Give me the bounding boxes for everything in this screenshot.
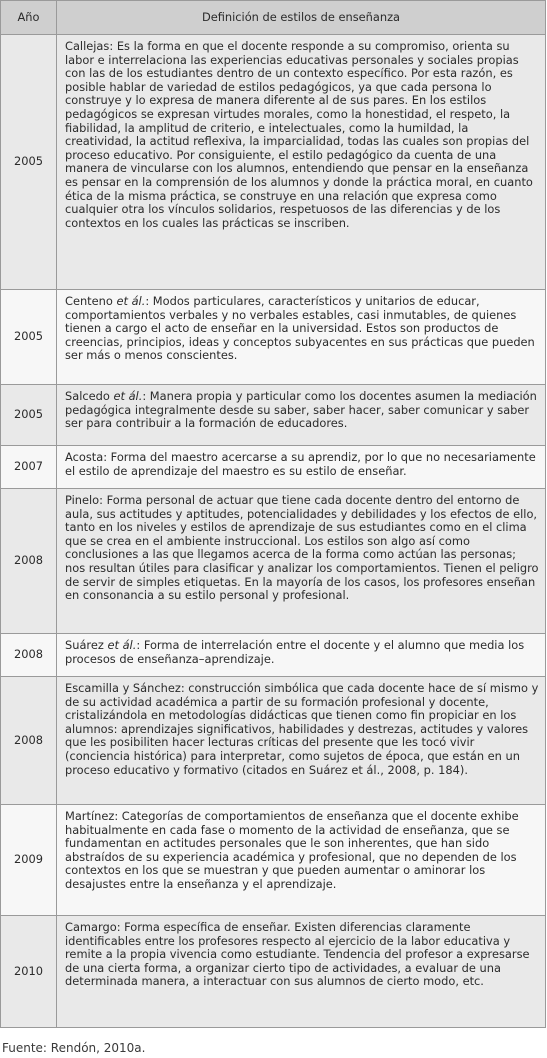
- row-year: 2009: [1, 805, 57, 916]
- table-row: [1, 805, 546, 916]
- row-definition: [57, 677, 546, 805]
- row-definition: [57, 385, 546, 446]
- row-text: : Manera propia y particular como los docentes asumen la mediación pedagógica integralmente desde su saber, saber hacer, saber comunicar y saber ser para contribuir a la formación de educadores.: [65, 389, 537, 431]
- row-year: 2008: [1, 634, 57, 677]
- row-definition: [57, 446, 546, 489]
- row-text: : construcción simbólica que cada docente hace de sí mismo y de su actividad académica a partir de su formación profesional y docente, cristalizándola en metodologías didácticas que tienen como fin propiciar en los alumnos: aprendizajes significativos, habilidades y destrezas, actitudes y valores que les posibiliten hacer lecturas críticas del presente que les tocó vivir (conciencia histórica) para interpretar, como sujetos de época, que están en un proceso educativo y formativo (citados en Suárez et ál., 2008, p. 184).: [65, 681, 539, 777]
- table-row: [1, 916, 546, 1028]
- table-header-row: [1, 1, 546, 35]
- row-definition: [57, 489, 546, 634]
- row-author-extra: et ál.: [107, 638, 137, 652]
- row-author: Suárez: [65, 638, 108, 652]
- row-text: : Forma específica de enseñar. Existen diferencias claramente identificables entre los profesores respecto al ejercicio de la labor educativa y remite a la propia vivencia como estudiante. Tendencia del profesor a expresarse de una cierta forma, a organizar cierto tipo de actividades, a evaluar de una determinada manera, a interactuar con sus alumnos de cierto modo, etc.: [65, 920, 530, 989]
- row-year: 2008: [1, 677, 57, 805]
- row-author: Camargo: [65, 920, 117, 934]
- row-text: : Categorías de comportamientos de enseñanza que el docente exhibe habitualmente en cada fase o momento de la actividad de enseñanza, que se fundamentan en actitudes personales que le son inherentes, que han sido abstraídos de su experiencia académica y profesional, que no dependen de los contextos en los que se muestran y que pueden aumentar o aminorar los desajustes entre la enseñanza y el aprendizaje.: [65, 809, 519, 891]
- row-author: Escamilla y Sánchez: [65, 681, 181, 695]
- table-row: [1, 634, 546, 677]
- row-author: Pinelo: [65, 493, 100, 507]
- row-year: 2005: [1, 385, 57, 446]
- row-text: : Forma de interrelación entre el docente y el alumno que media los procesos de enseñanza–aprendizaje.: [65, 638, 525, 666]
- row-text: : Es la forma en que el docente responde a su compromiso, orienta su labor e interrelaciona las experiencias educativas personales y sociales propias con las de los estudiantes dentro de un contexto específico. Por esta razón, es posible hablar de variedad de estilos pedagógicos, ya que cada persona lo construye y lo expresa de manera diferente al de sus pares. En los estilos pedagógicos se expresan virtudes morales, como la honestidad, el respeto, la fiabilidad, la amplitud de criterio, e intelectuales, como la humildad, la creatividad, la actitud reflexiva, la imparcialidad, todas las cuales son propias del proceso educativo. Por consiguiente, el estilo pedagógico da cuenta de una manera de vincularse con los alumnos, entendiendo que pensar en la enseñanza es pensar en la comprensión de los alumnos y donde la práctica moral, en cuanto ética de la misma práctica, se construye en una relación que expresa como cualquier otra los vínculos solidarios, respetuosos de las diferencias y de los contextos en los cuales las prácticas se inscriben.: [65, 39, 533, 230]
- table-row: [1, 446, 546, 489]
- table-row: [1, 677, 546, 805]
- row-definition: [57, 290, 546, 385]
- row-author-extra: et ál.: [113, 389, 143, 403]
- row-year: 2005: [1, 35, 57, 290]
- row-year: 2008: [1, 489, 57, 634]
- row-year: 2007: [1, 446, 57, 489]
- row-definition: [57, 916, 546, 1028]
- row-text: : Modos particulares, característicos y unitarios de educar, comportamientos verbales y no verbales estables, casi inmutables, de quienes tienen a cargo el acto de enseñar en la universidad. Estos son productos de creencias, principios, ideas y conceptos subyacentes en sus prácticas que pueden ser más o menos conscientes.: [65, 294, 535, 363]
- row-text: : Forma del maestro acercarse a su aprendiz, por lo que no necesariamente el estilo de aprendizaje del maestro es su estilo de enseñar.: [65, 450, 536, 478]
- header-definition: Definición de estilos de enseñanza: [57, 1, 546, 35]
- row-author-extra: et ál.: [116, 294, 146, 308]
- row-author: Centeno: [65, 294, 117, 308]
- row-author: Acosta: [65, 450, 104, 464]
- source-caption: Fuente: Rendón, 2010a.: [2, 1041, 146, 1055]
- row-author: Salcedo: [65, 389, 114, 403]
- row-definition: [57, 805, 546, 916]
- row-definition: [57, 634, 546, 677]
- row-author: Martínez: [65, 809, 115, 823]
- table-row: [1, 385, 546, 446]
- header-year: Año: [1, 1, 57, 35]
- table-row: [1, 290, 546, 385]
- table-row: [1, 35, 546, 290]
- table-row: [1, 489, 546, 634]
- row-text: : Forma personal de actuar que tiene cada docente dentro del entorno de aula, sus actitudes y aptitudes, potencialidades y debilidades y los efectos de ello, tanto en los niveles y estilos de aprendizaje de sus estudiantes como en el clima que se crea en el ambiente instruccional. Los estilos son algo así como conclusiones a las que llegamos acerca de la forma como actúan las personas; nos resultan útiles para clasificar y analizar los comportamientos. Tienen el peligro de servir de simples etiquetas. En la mayoría de los casos, los profesores enseñan en consonancia a su estilo personal y profesional.: [65, 493, 539, 603]
- row-year: 2010: [1, 916, 57, 1028]
- row-year: 2005: [1, 290, 57, 385]
- row-author: Callejas: [65, 39, 110, 53]
- row-definition: [57, 35, 546, 290]
